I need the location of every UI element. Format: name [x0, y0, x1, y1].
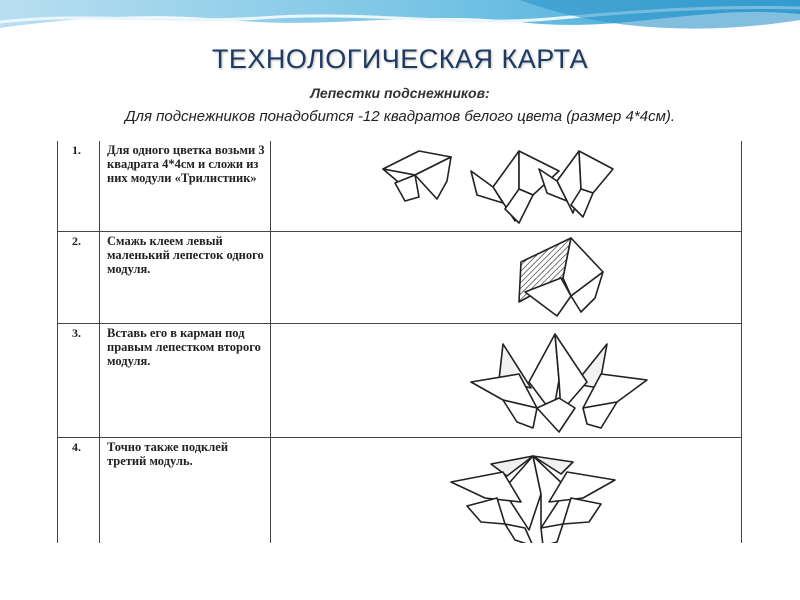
step-number: 4. — [72, 440, 81, 454]
step-illustration — [271, 324, 741, 437]
step-number-cell — [58, 438, 100, 543]
table-row — [58, 232, 741, 324]
glued-petal-illustration — [271, 232, 741, 324]
step-instruction: Точно также подклей третий модуль. — [107, 440, 229, 468]
snowdrop-flower-illustration — [271, 438, 741, 543]
step-number-cell — [58, 141, 100, 231]
step-text-cell — [100, 141, 271, 231]
trefoil-modules-illustration — [271, 141, 741, 232]
page-title: ТЕХНОЛОГИЧЕСКАЯ КАРТА — [211, 44, 589, 74]
table-row — [58, 438, 741, 543]
step-instruction: Для одного цветка возьми 3 квадрата 4*4см и сложи из них модули «Трилистник» — [107, 143, 265, 185]
page-subtitle: Лепестки подснежников: — [310, 85, 490, 101]
step-text-cell — [100, 232, 271, 323]
step-number-cell — [58, 324, 100, 437]
step-illustration — [271, 141, 741, 231]
table-row — [58, 324, 741, 438]
step-text-cell — [100, 438, 271, 543]
step-illustration — [271, 232, 741, 323]
tech-card-table — [57, 141, 742, 543]
step-illustration — [271, 438, 741, 543]
step-instruction: Смажь клеем левый маленький лепесток одного модуля. — [107, 234, 264, 276]
step-number: 1. — [72, 143, 81, 157]
step-number-cell — [58, 232, 100, 323]
step-number: 2. — [72, 234, 81, 248]
intro-text: Для подснежников понадобится -12 квадратов белого цвета (размер 4*4см). — [124, 108, 676, 125]
two-modules-joined-illustration — [271, 324, 741, 438]
table-row — [58, 141, 741, 232]
trefoil-module-side — [539, 151, 613, 217]
step-instruction: Вставь его в карман под правым лепестком второго модуля. — [107, 326, 261, 368]
folded-module-flat — [383, 151, 451, 201]
step-number: 3. — [72, 326, 81, 340]
step-text-cell — [100, 324, 271, 437]
